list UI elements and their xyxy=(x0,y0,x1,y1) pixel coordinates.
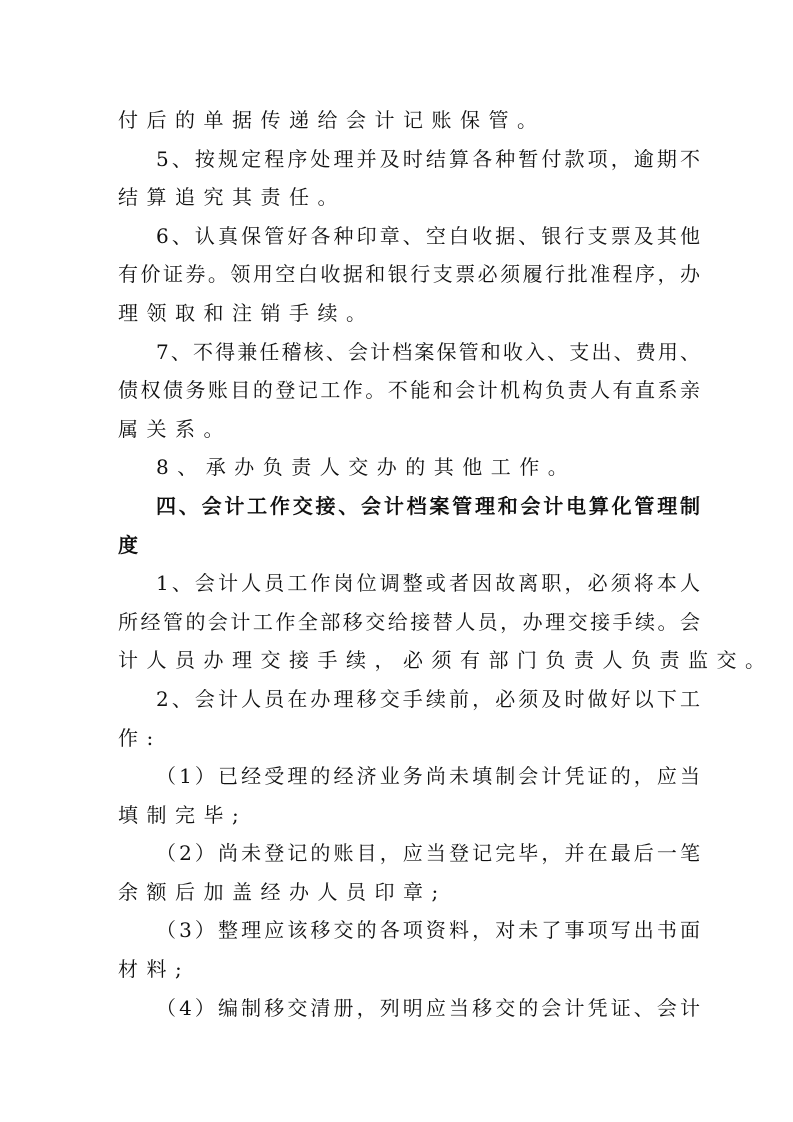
list-item-line: 材料; xyxy=(118,957,191,982)
paragraph-line: 6、认真保管好各种印章、空白收据、银行支票及其他 xyxy=(156,223,700,248)
paragraph-line: 计人员办理交接手续，必须有部门负责人负责监交。 xyxy=(118,648,774,673)
list-item-line: （3）整理应该移交的各项资料，对未了事项写出书面 xyxy=(156,918,700,943)
paragraph-line: 理领取和注销手续。 xyxy=(118,300,375,325)
paragraph-line: 有价证券。领用空白收据和银行支票必须履行批准程序，办 xyxy=(118,262,700,287)
section-heading: 度 xyxy=(118,532,147,557)
list-item-line: 余额后加盖经办人员印章; xyxy=(118,879,447,904)
list-item-line: （1）已经受理的经济业务尚未填制会计凭证的，应当 xyxy=(156,764,700,789)
paragraph-line: 所经管的会计工作全部移交给接替人员，办理交接手续。会 xyxy=(118,609,700,634)
section-heading: 四、会计工作交接、会计档案管理和会计电算化管理制 xyxy=(156,493,700,518)
document-page xyxy=(118,101,774,1027)
list-item-line: （2）尚未登记的账目，应当登记完毕，并在最后一笔 xyxy=(156,841,700,866)
paragraph-line: 2、会计人员在办理移交手续前，必须及时做好以下工 xyxy=(156,686,700,711)
paragraph-line: 结算追究其责任。 xyxy=(118,185,346,210)
paragraph-line: 5、按规定程序处理并及时结算各种暂付款项，逾期不 xyxy=(156,146,700,171)
paragraph-line: 1、会计人员工作岗位调整或者因故离职，必须将本人 xyxy=(156,571,700,596)
paragraph-line: 7、不得兼任稽核、会计档案保管和收入、支出、费用、 xyxy=(156,339,700,364)
list-item-line: （4）编制移交清册，列明应当移交的会计凭证、会计 xyxy=(156,995,700,1020)
paragraph-line: 债权债务账目的登记工作。不能和会计机构负责人有直系亲 xyxy=(118,378,700,403)
paragraph-line: 作: xyxy=(118,725,162,750)
paragraph-line: 8、承办负责人交办的其他工作。 xyxy=(156,455,577,480)
paragraph-line: 属关系。 xyxy=(118,416,232,441)
list-item-line: 填制完毕; xyxy=(118,802,248,827)
paragraph-line: 付后的单据传递给会计记账保管。 xyxy=(118,108,546,132)
